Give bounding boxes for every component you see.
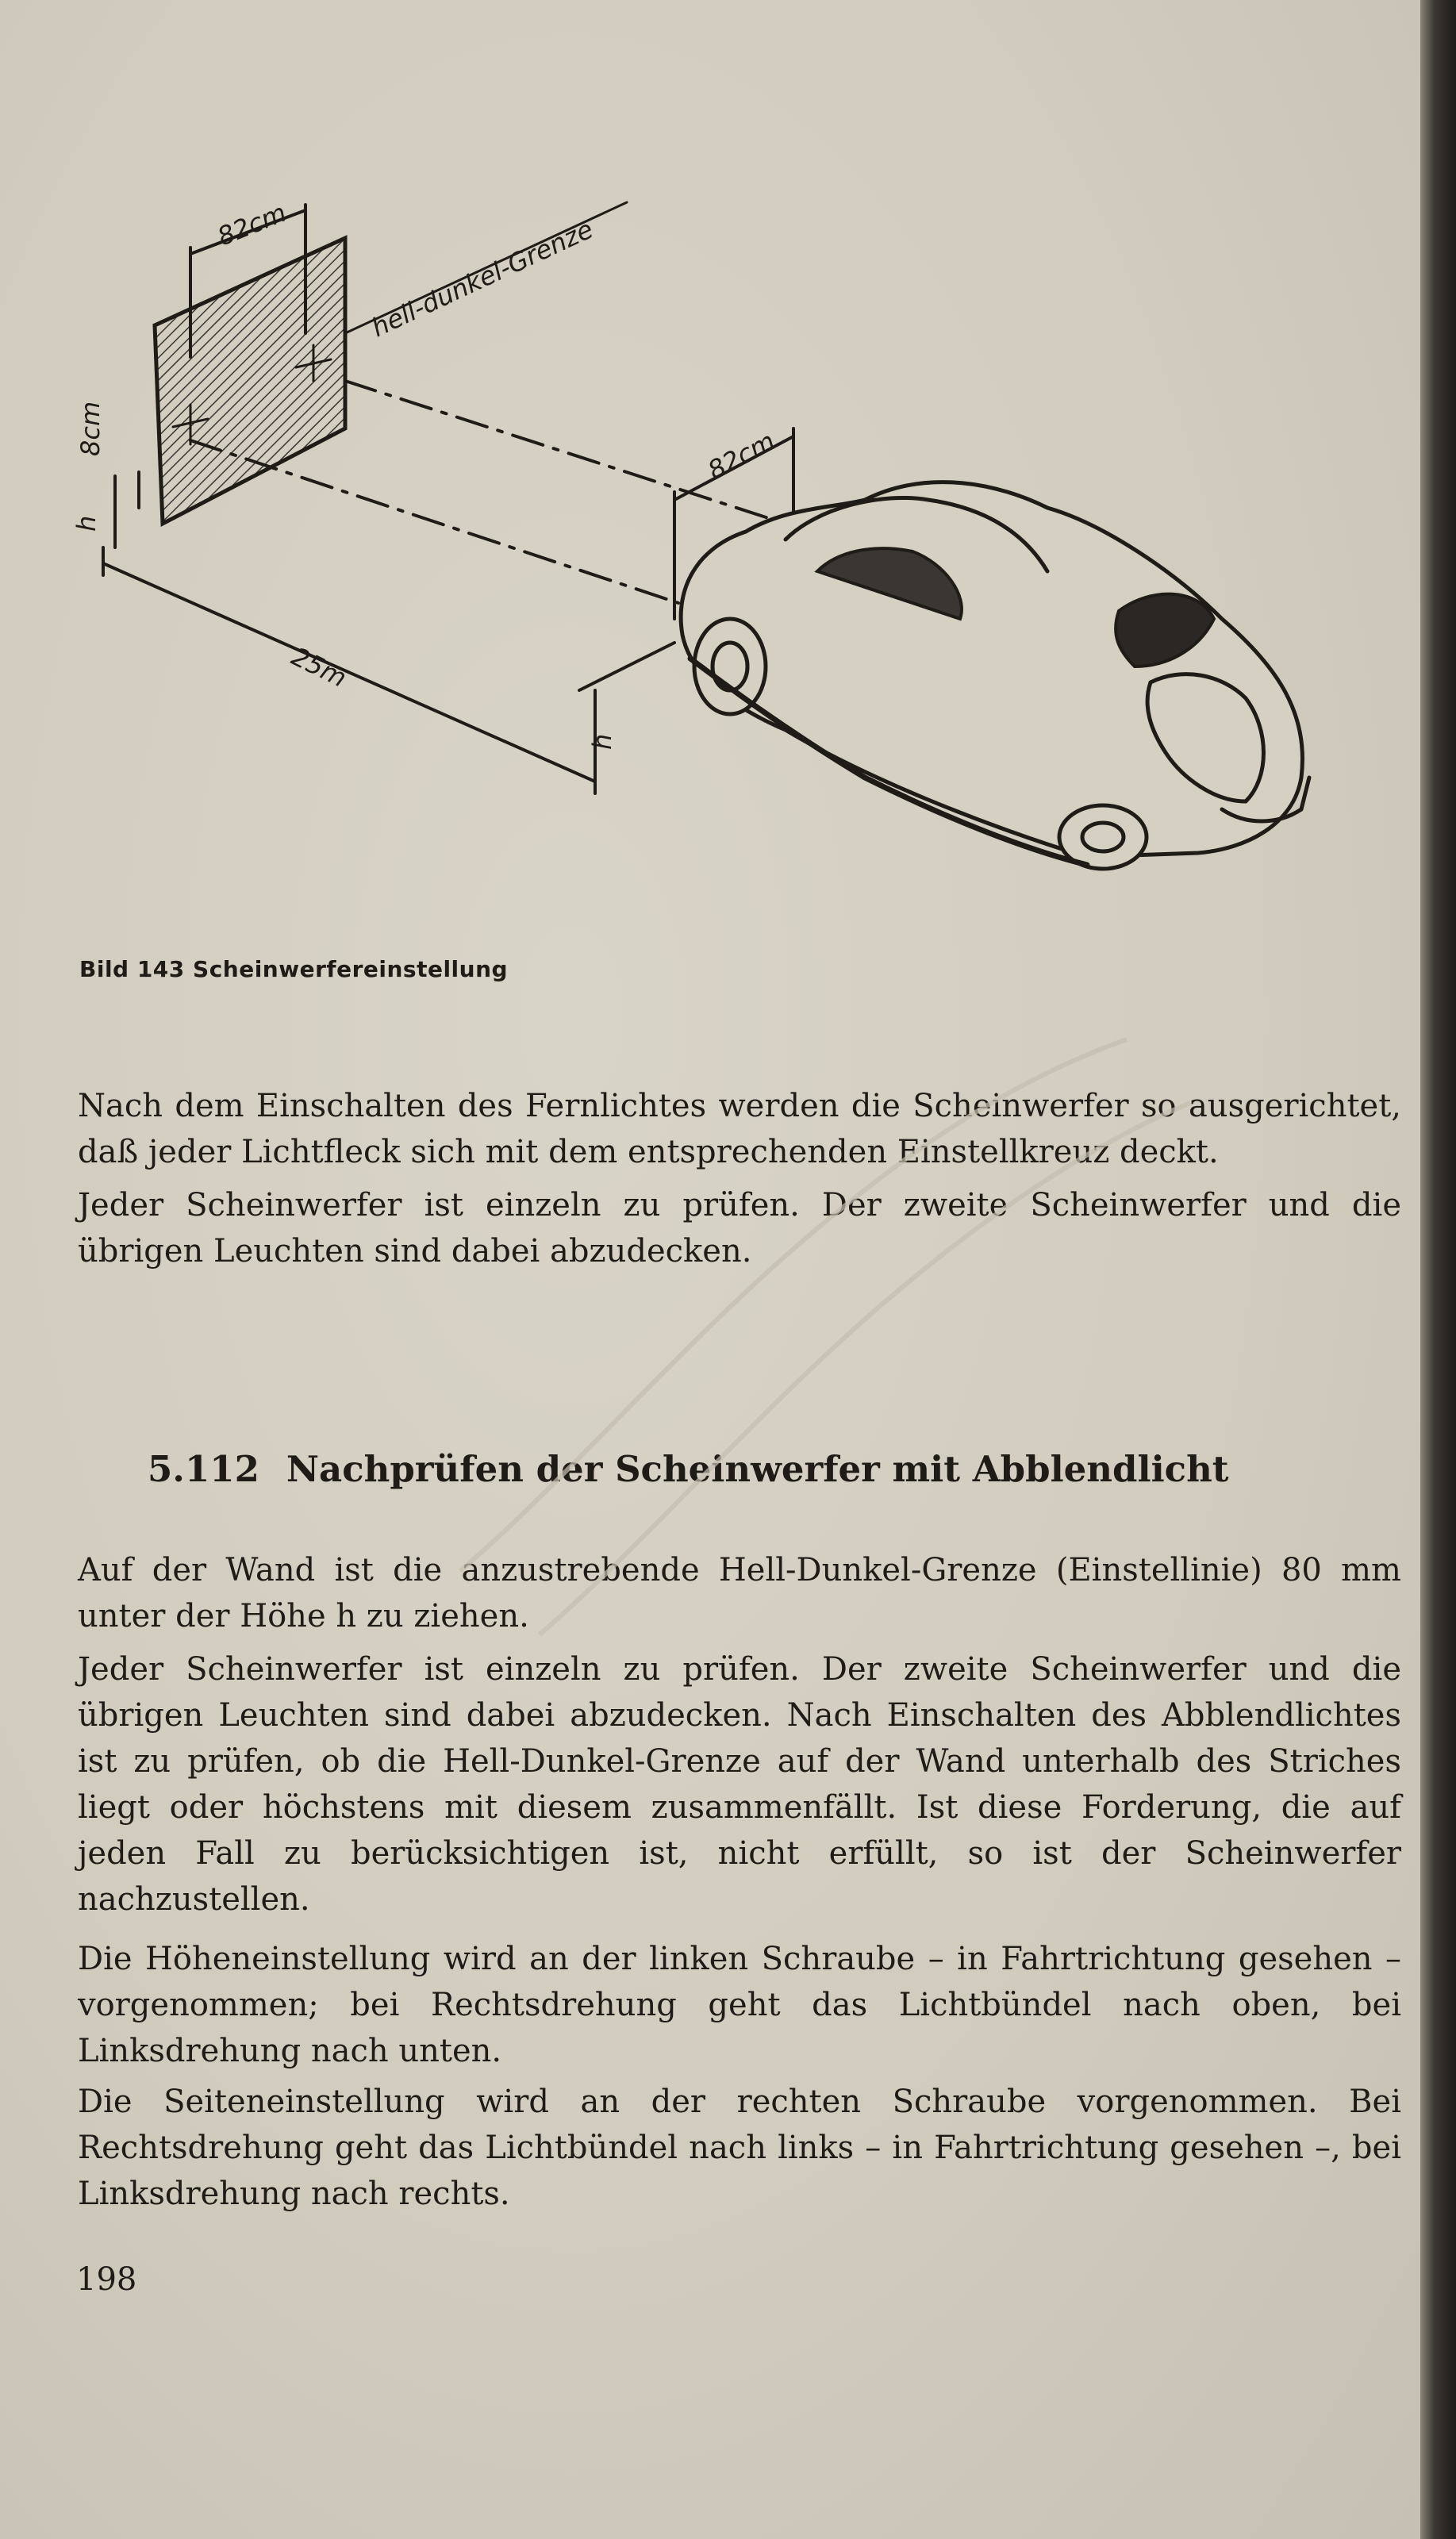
book-spine (1420, 0, 1456, 2539)
section-heading (148, 1448, 1229, 1490)
car-illustration (681, 482, 1309, 869)
section-title: Nachprüfen der Scheinwerfer mit Abblendlicht (286, 1448, 1229, 1490)
page-number: 198 (76, 2261, 137, 2298)
paragraph: Die Höheneinstellung wird an der linken Schraube – in Fahrtrichtung gesehen – vorgenommen; bei Rechtsdrehung geht das Lichtbündel nach oben, bei Linksdrehung nach unten. (78, 1941, 1401, 2069)
paragraph: Nach dem Einschalten des Fernlichtes werden die Scheinwerfer so ausgerichtet, daß jeder Lichtfleck sich mit dem entsprechenden Einstellkreuz deckt. (78, 1088, 1401, 1170)
paragraph: Jeder Scheinwerfer ist einzeln zu prüfen. Der zweite Scheinwerfer und die übrigen Leuchten sind dabei abzudecken. (78, 1187, 1401, 1270)
label-width-top: 82cm (213, 197, 290, 252)
headlight-adjustment-figure (71, 175, 1420, 936)
label-height-wall: h (71, 515, 102, 532)
label-width-car: 82cm (702, 425, 780, 486)
label-offset: 8cm (75, 401, 106, 456)
label-distance: 25m (286, 641, 352, 693)
paragraph: Auf der Wand ist die anzustrebende Hell-Dunkel-Grenze (Einstellinie) 80 mm unter der Höhe h zu ziehen. (78, 1552, 1401, 1634)
label-cutoff: hell-dunkel-Grenze (367, 213, 598, 344)
figure-caption: Bild 143 Scheinwerfereinstellung (79, 956, 509, 982)
label-height-car: h (587, 733, 617, 750)
paragraph: Die Seiteneinstellung wird an der rechten Schraube vorgenommen. Bei Rechtsdrehung geht das Lichtbündel nach links – in Fahrtrichtung gesehen –, bei Linksdrehung nach rechts. (78, 2084, 1401, 2212)
paragraph: Jeder Scheinwerfer ist einzeln zu prüfen. Der zweite Scheinwerfer und die übrigen Leuchten sind dabei abzudecken. Nach Einschalten des Abblendlichtes ist zu prüfen, ob die Hell-Dunkel-Grenze auf der Wand unterhalb des Striches liegt oder höchstens mit diesem zusammenfällt. Ist diese Forderung, die auf jeden Fall zu berücksichtigen ist, nicht erfüllt, so ist der Scheinwerfer nachzustellen. (78, 1651, 1401, 1918)
section-number: 5.112 (148, 1448, 259, 1490)
